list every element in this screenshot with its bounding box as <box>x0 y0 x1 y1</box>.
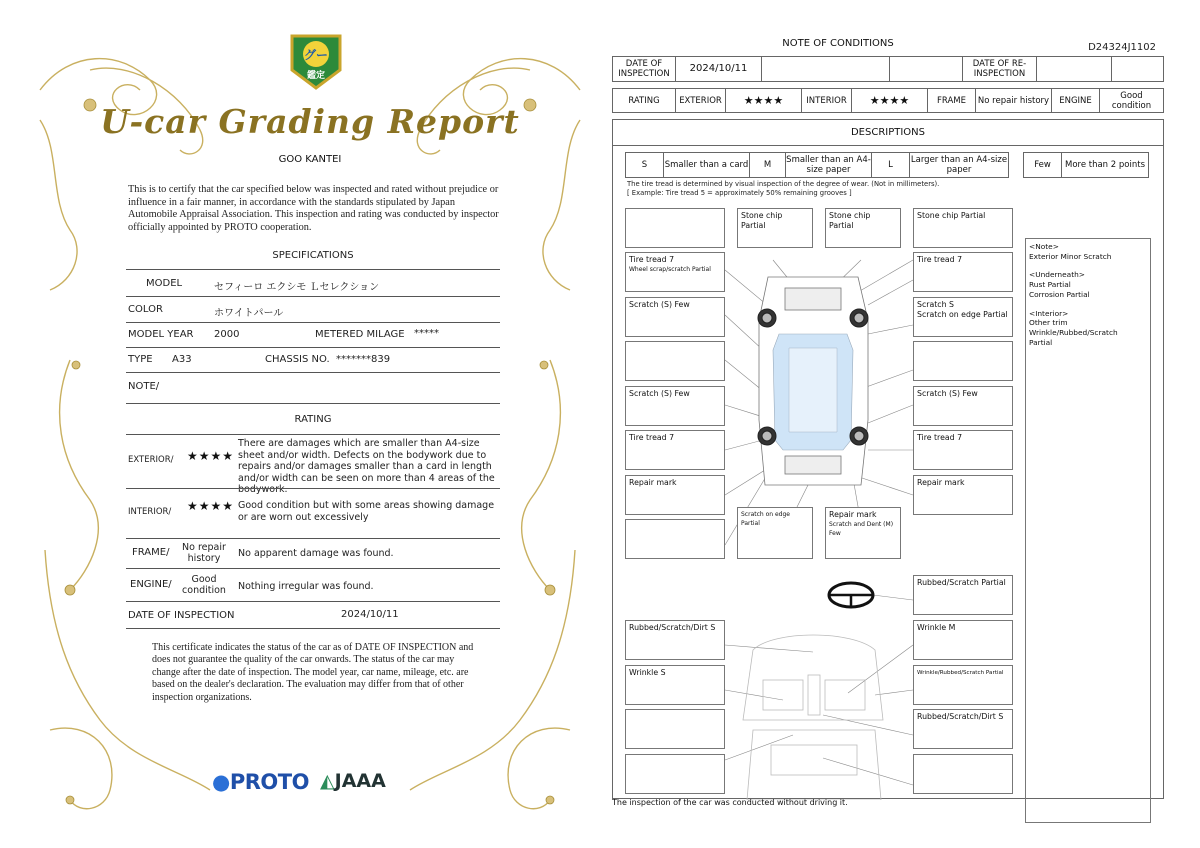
condition-box: Rubbed/Scratch/Dirt S <box>625 620 725 660</box>
condition-box: Rubbed/Scratch/Dirt S <box>913 709 1013 749</box>
certify-text: This is to certify that the car specified below was inspected and rated without prejudice or influence in a fair manner, in accordance with the standards stipulated by Japan Automobile Appraisal Association. This inspection and rating was conducted by inspector officially appointed by PROTO cooperation. <box>128 184 499 233</box>
specifications-heading: SPECIFICATIONS <box>272 250 354 261</box>
condition-box <box>913 297 1013 337</box>
condition-box: Stone chip Partial <box>825 208 901 248</box>
reinspection-label: DATE OF RE-INSPECTION <box>963 57 1037 81</box>
condition-box: Scratch on edge Partial <box>737 507 813 559</box>
note-label: NOTE/ <box>128 381 160 392</box>
condition-box <box>625 341 725 381</box>
jaaa-logo: ◭JAAA <box>320 770 386 792</box>
condition-box <box>625 754 725 794</box>
reinspection-value <box>1037 57 1112 81</box>
note-of-conditions-sheet <box>612 30 1164 820</box>
box-subtext: Scratch and Dent (M) Few <box>829 521 894 537</box>
condition-box: Scratch (S) Few <box>625 386 725 426</box>
divider <box>126 296 500 297</box>
date-of-inspection-value: 2024/10/11 <box>341 609 399 620</box>
condition-box: Tire tread 7 <box>913 430 1013 470</box>
condition-box: Repair mark <box>625 475 725 515</box>
rating-heading: RATING <box>294 414 332 425</box>
condition-box: Wrinkle S <box>625 665 725 705</box>
box-text: Tire tread 7 <box>629 255 675 264</box>
svg-text:鑑定: 鑑定 <box>306 71 326 81</box>
legend-m-desc: Smaller than an A4-size paper <box>786 155 871 175</box>
engine-value: Good condition <box>1111 90 1152 111</box>
descriptions-heading: DESCRIPTIONS <box>613 120 1163 146</box>
divider <box>126 347 500 348</box>
condition-box: Stone chip Partial <box>913 208 1013 248</box>
goo-kantei-label: GOO KANTEI <box>278 154 342 165</box>
engine-description: Nothing irregular was found. <box>238 581 374 592</box>
descriptions-panel <box>612 119 1164 799</box>
exterior-description: There are damages which are smaller than A4-size sheet and/or width. Defects on the bodywork due to repairs and/or damages smaller than a card in length and/or width can be seen on more than 4 areas of the bodywork. <box>238 438 495 495</box>
steering-wheel-icon <box>829 583 873 607</box>
color-label: COLOR <box>128 304 163 315</box>
legend-few-desc: More than 2 points <box>1064 160 1145 170</box>
legend-l-desc: Larger than an A4-size paper <box>910 155 1008 175</box>
condition-box: Tire tread 7 <box>913 252 1013 292</box>
exterior-label: EXTERIOR/ <box>128 455 174 465</box>
document-number: D24324J1102 <box>1088 42 1156 53</box>
exterior-label: EXTERIOR <box>676 89 726 112</box>
note-heading: <Note> <box>1029 242 1059 251</box>
condition-box: Tire tread 7 <box>625 430 725 470</box>
divider <box>126 322 500 323</box>
legend-few: Few <box>1024 153 1062 177</box>
condition-box <box>913 754 1013 794</box>
model-year-value: 2000 <box>214 329 240 340</box>
mileage-value: ***** <box>414 328 439 339</box>
engine-label: ENGINE/ <box>130 579 172 590</box>
legend-s: S <box>626 153 664 177</box>
condition-box <box>625 519 725 559</box>
box-text: Scratch on edge Partial <box>917 310 1008 319</box>
date-value: 2024/10/11 <box>676 57 762 81</box>
legend-s-desc: Smaller than a card <box>664 153 750 177</box>
rating-row <box>612 88 1164 113</box>
date-of-inspection-label: DATE OF INSPECTION <box>128 610 235 621</box>
model-year-label: MODEL YEAR <box>128 329 194 340</box>
interior-description: Good condition but with some areas showing damage or are worn out excessively <box>238 500 495 523</box>
divider <box>126 488 500 489</box>
condition-box <box>913 341 1013 381</box>
interior-text: Other trim Wrinkle/Rubbed/Scratch Partial <box>1029 318 1118 347</box>
exterior-stars: ★★★★ <box>187 449 235 463</box>
divider <box>126 601 500 602</box>
condition-box: Scratch (S) Few <box>625 297 725 337</box>
interior-label: INTERIOR/ <box>128 507 172 517</box>
proto-logo: ●PROTO <box>212 770 309 794</box>
condition-box <box>825 507 901 559</box>
frame-value: No repair history <box>182 542 226 564</box>
frame-description: No apparent damage was found. <box>238 548 394 559</box>
inspection-date-row <box>612 56 1164 82</box>
model-label: MODEL <box>146 278 183 289</box>
box-subtext: Wheel scrap/scratch Partial <box>629 266 711 273</box>
frame-label: FRAME <box>928 89 976 112</box>
legend-m: M <box>750 153 786 177</box>
sheet-footer: The inspection of the car was conducted without driving it. <box>612 798 848 807</box>
divider <box>126 628 500 629</box>
rating-label: RATING <box>613 89 676 112</box>
sheet-title: NOTE OF CONDITIONS <box>782 38 894 49</box>
tread-note-line-2: [ Example: Tire tread 5 = approximately 50% remaining grooves ] <box>627 189 852 197</box>
underneath-heading: <Underneath> <box>1029 270 1085 280</box>
divider <box>126 568 500 569</box>
divider <box>126 372 500 373</box>
frame-label: FRAME/ <box>132 547 170 558</box>
divider <box>126 269 500 270</box>
legend-l: L <box>872 153 910 177</box>
condition-box: Wrinkle M <box>913 620 1013 660</box>
note-text: Exterior Minor Scratch <box>1029 251 1112 261</box>
tread-note-line-1: The tire tread is determined by visual inspection of the degree of wear. (Not in millimeters). <box>627 180 940 188</box>
chassis-value: *******839 <box>336 354 391 365</box>
condition-box: Rubbed/Scratch Partial <box>913 575 1013 615</box>
empty-cell <box>890 57 963 81</box>
empty-cell <box>1112 57 1163 81</box>
condition-box: Wrinkle/Rubbed/Scratch Partial <box>913 665 1013 705</box>
interior-diagram <box>743 635 883 800</box>
engine-value: Good condition <box>182 574 226 596</box>
report-title: U-car Grading Report <box>100 102 520 141</box>
divider <box>126 403 500 404</box>
certificate-notice: This certificate indicates the status of the car as of DATE OF INSPECTION and does not guarantee the quality of the car onwards. The status of the car may change after the date of inspection. The model year, car name, mileage, etc. are based on the dealer's declaration. The evaluation may differ from that of other inspection organizations. <box>152 642 474 703</box>
type-label: TYPE <box>128 354 153 365</box>
empty-cell <box>762 57 890 81</box>
divider <box>126 434 500 435</box>
interior-stars: ★★★★ <box>852 89 928 112</box>
interior-stars: ★★★★ <box>187 499 235 513</box>
divider <box>126 538 500 539</box>
condition-box <box>625 208 725 248</box>
color-value: ホワイトパール <box>214 308 284 319</box>
chassis-label: CHASSIS NO. <box>265 354 330 365</box>
type-value: A33 <box>172 354 192 365</box>
condition-box: Scratch (S) Few <box>913 386 1013 426</box>
underneath-text: Rust Partial Corrosion Partial <box>1029 280 1090 299</box>
goo-kantei-badge-logo <box>288 32 344 92</box>
engine-label: ENGINE <box>1052 89 1100 112</box>
box-text: Repair mark <box>829 510 877 519</box>
certificate <box>30 30 590 820</box>
condition-box: Repair mark <box>913 475 1013 515</box>
date-label: DATE OF INSPECTION <box>613 57 676 81</box>
svg-text:グー: グー <box>303 48 329 62</box>
model-value: セフィーロ エクシモ Ｌセレクション <box>214 282 380 293</box>
mileage-label: METERED MILAGE <box>315 329 405 340</box>
condition-box <box>625 252 725 292</box>
condition-box: Stone chip Partial <box>737 208 813 248</box>
condition-box <box>625 709 725 749</box>
frame-value: No repair history <box>976 89 1052 112</box>
exterior-stars: ★★★★ <box>726 89 802 112</box>
interior-heading: <Interior> <box>1029 308 1069 318</box>
notes-box <box>1025 238 1151 823</box>
box-text: Scratch S <box>917 300 954 309</box>
interior-label: INTERIOR <box>802 89 852 112</box>
